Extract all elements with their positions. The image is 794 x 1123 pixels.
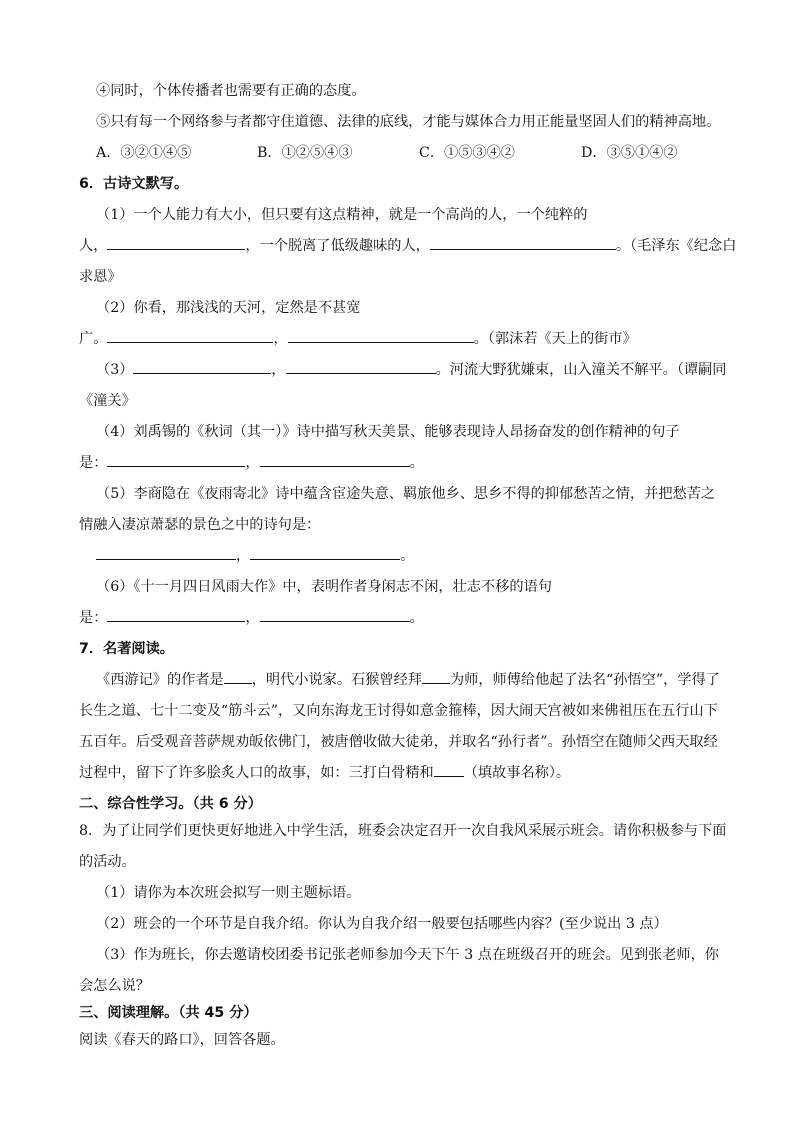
q5-statement-4: ④同时，个体传播者也需要有正确的态度。 [96, 83, 366, 99]
option-a: A．③②①④⑤ [96, 145, 192, 161]
answer-blank[interactable] [96, 545, 236, 560]
q8-sub-3-cont: 会怎么说？ [79, 978, 150, 994]
q8-sub-3: （3）作为班长，你去邀请校团委书记张老师参加今天下午 3 点在班级召开的班会。见到张老师，你 [96, 947, 719, 963]
text: 。 [409, 455, 424, 471]
answer-blank[interactable] [107, 328, 273, 343]
answer-blank[interactable] [250, 545, 400, 560]
text: 过程中，留下了许多脍炙人口的故事，如：三打白骨精和 [79, 765, 434, 781]
text: ， [271, 362, 286, 378]
text: （3） [96, 362, 134, 378]
text: 人， [79, 238, 108, 254]
q7-title: 7．名著阅读。 [79, 641, 174, 657]
text: ， [245, 610, 260, 626]
q6-5-answer-line [96, 545, 414, 567]
q6-1-source-end: 求恩》 [79, 269, 122, 285]
text: ， [236, 548, 251, 564]
text: 是： [79, 610, 108, 626]
text: 。（郭沫若《天上的街市》 [473, 331, 637, 347]
q7-line-3: 五百年。后受观音菩萨规劝皈依佛门，被唐僧收做大徒弟，并取名“孙行者”。孙悟空在随师父西天取经 [79, 734, 718, 750]
answer-blank[interactable] [434, 762, 464, 777]
q6-title: 6．古诗文默写。 [79, 176, 189, 192]
answer-blank[interactable] [260, 452, 410, 467]
q6-4-answer-line [79, 452, 424, 474]
answer-blank[interactable] [107, 235, 245, 250]
text: ，明代小说家。石猴曾经拜 [251, 672, 422, 688]
q6-1-answer-line [79, 235, 736, 257]
option-c: C．①⑤③④② [419, 145, 515, 161]
q6-5-prompt-cont: 情融入凄凉萧瑟的景色之中的诗句是： [79, 517, 321, 533]
q8-prompt: 8．为了让同学们更快更好地进入中学生活，班委会决定召开一次自我风采展示班会。请你积极参与下面 [79, 823, 727, 839]
answer-blank[interactable] [422, 669, 450, 684]
q6-2-answer-line [79, 328, 637, 350]
text: （填故事名称）。 [463, 765, 571, 781]
answer-blank[interactable] [288, 328, 474, 343]
q7-line-4 [79, 762, 570, 784]
q6-6-answer-line [79, 607, 424, 629]
text: 《西游记》的作者是 [96, 672, 224, 688]
answer-blank[interactable] [107, 452, 245, 467]
q8-sub-1: （1）请你为本次班会拟写一则主题标语。 [96, 885, 361, 901]
reading-intro: 阅读《春天的路口》，回答各题。 [79, 1032, 285, 1048]
q6-5-prompt: （5）李商隐在《夜雨寄北》诗中蕴含宦途失意、羁旅他乡、思乡不得的抑郁愁苦之情，并把愁苦之 [96, 486, 716, 502]
q6-2-prompt: （2）你看，那浅浅的天河，定然是不甚宽 [96, 300, 361, 316]
q6-3-source-end: 《潼关》 [79, 393, 136, 409]
q6-6-prompt: （6）《十一月四日风雨大作》中，表明作者身闲志不闲，壮志不移的语句 [96, 579, 552, 595]
q7-line-2: 长生之道、七十二变及“筋斗云”，又向东海龙王讨得如意金箍棒，因大闹天宫被如来佛祖压在五行山下 [79, 703, 718, 719]
answer-blank[interactable] [224, 669, 252, 684]
text: 广。 [79, 331, 108, 347]
q7-line-1 [96, 669, 720, 691]
q8-sub-2: （2）班会的一个环节是自我介绍。你认为自我介绍一般要包括哪些内容？(至少说出 3 点） [96, 916, 668, 932]
q5-statement-5: ⑤只有每一个网络参与者都守住道德、法律的底线，才能与媒体合力用正能量坚固人们的精神高地。 [96, 114, 721, 130]
section-3-heading: 三、阅读理解。（共 45 分） [79, 1005, 258, 1021]
q8-prompt-cont: 的活动。 [79, 854, 136, 870]
option-b: B．①②⑤④③ [257, 145, 353, 161]
text: ， [273, 331, 288, 347]
text: 。河流大野犹嫌束，山入潼关不解平。（谭嗣同 [435, 362, 727, 378]
text: 是： [79, 455, 108, 471]
text: ，一个脱离了低级趣味的人， [245, 238, 430, 254]
q6-4-prompt: （4）刘禹锡的《秋词（其一）》诗中描写秋天美景、能够表现诗人昂扬奋发的创作精神的句子 [96, 424, 680, 440]
text: 。 [409, 610, 424, 626]
q6-3-line [96, 359, 726, 381]
text: 。 [400, 548, 415, 564]
answer-blank[interactable] [430, 235, 616, 250]
q6-1-prompt: （1）一个人能力有大小，但只要有这点精神，就是一个高尚的人，一个纯粹的 [96, 207, 588, 223]
option-d: D．③⑤①④② [581, 145, 678, 161]
answer-blank[interactable] [133, 359, 271, 374]
answer-blank[interactable] [286, 359, 436, 374]
section-2-heading: 二、综合性学习。（共 6 分） [79, 796, 262, 812]
text: ， [245, 455, 260, 471]
answer-blank[interactable] [260, 607, 410, 622]
text: 为师，师傅给他起了法名“孙悟空”，学得了 [449, 672, 720, 688]
answer-blank[interactable] [107, 607, 245, 622]
text: 。（毛泽东《纪念白 [615, 238, 737, 254]
